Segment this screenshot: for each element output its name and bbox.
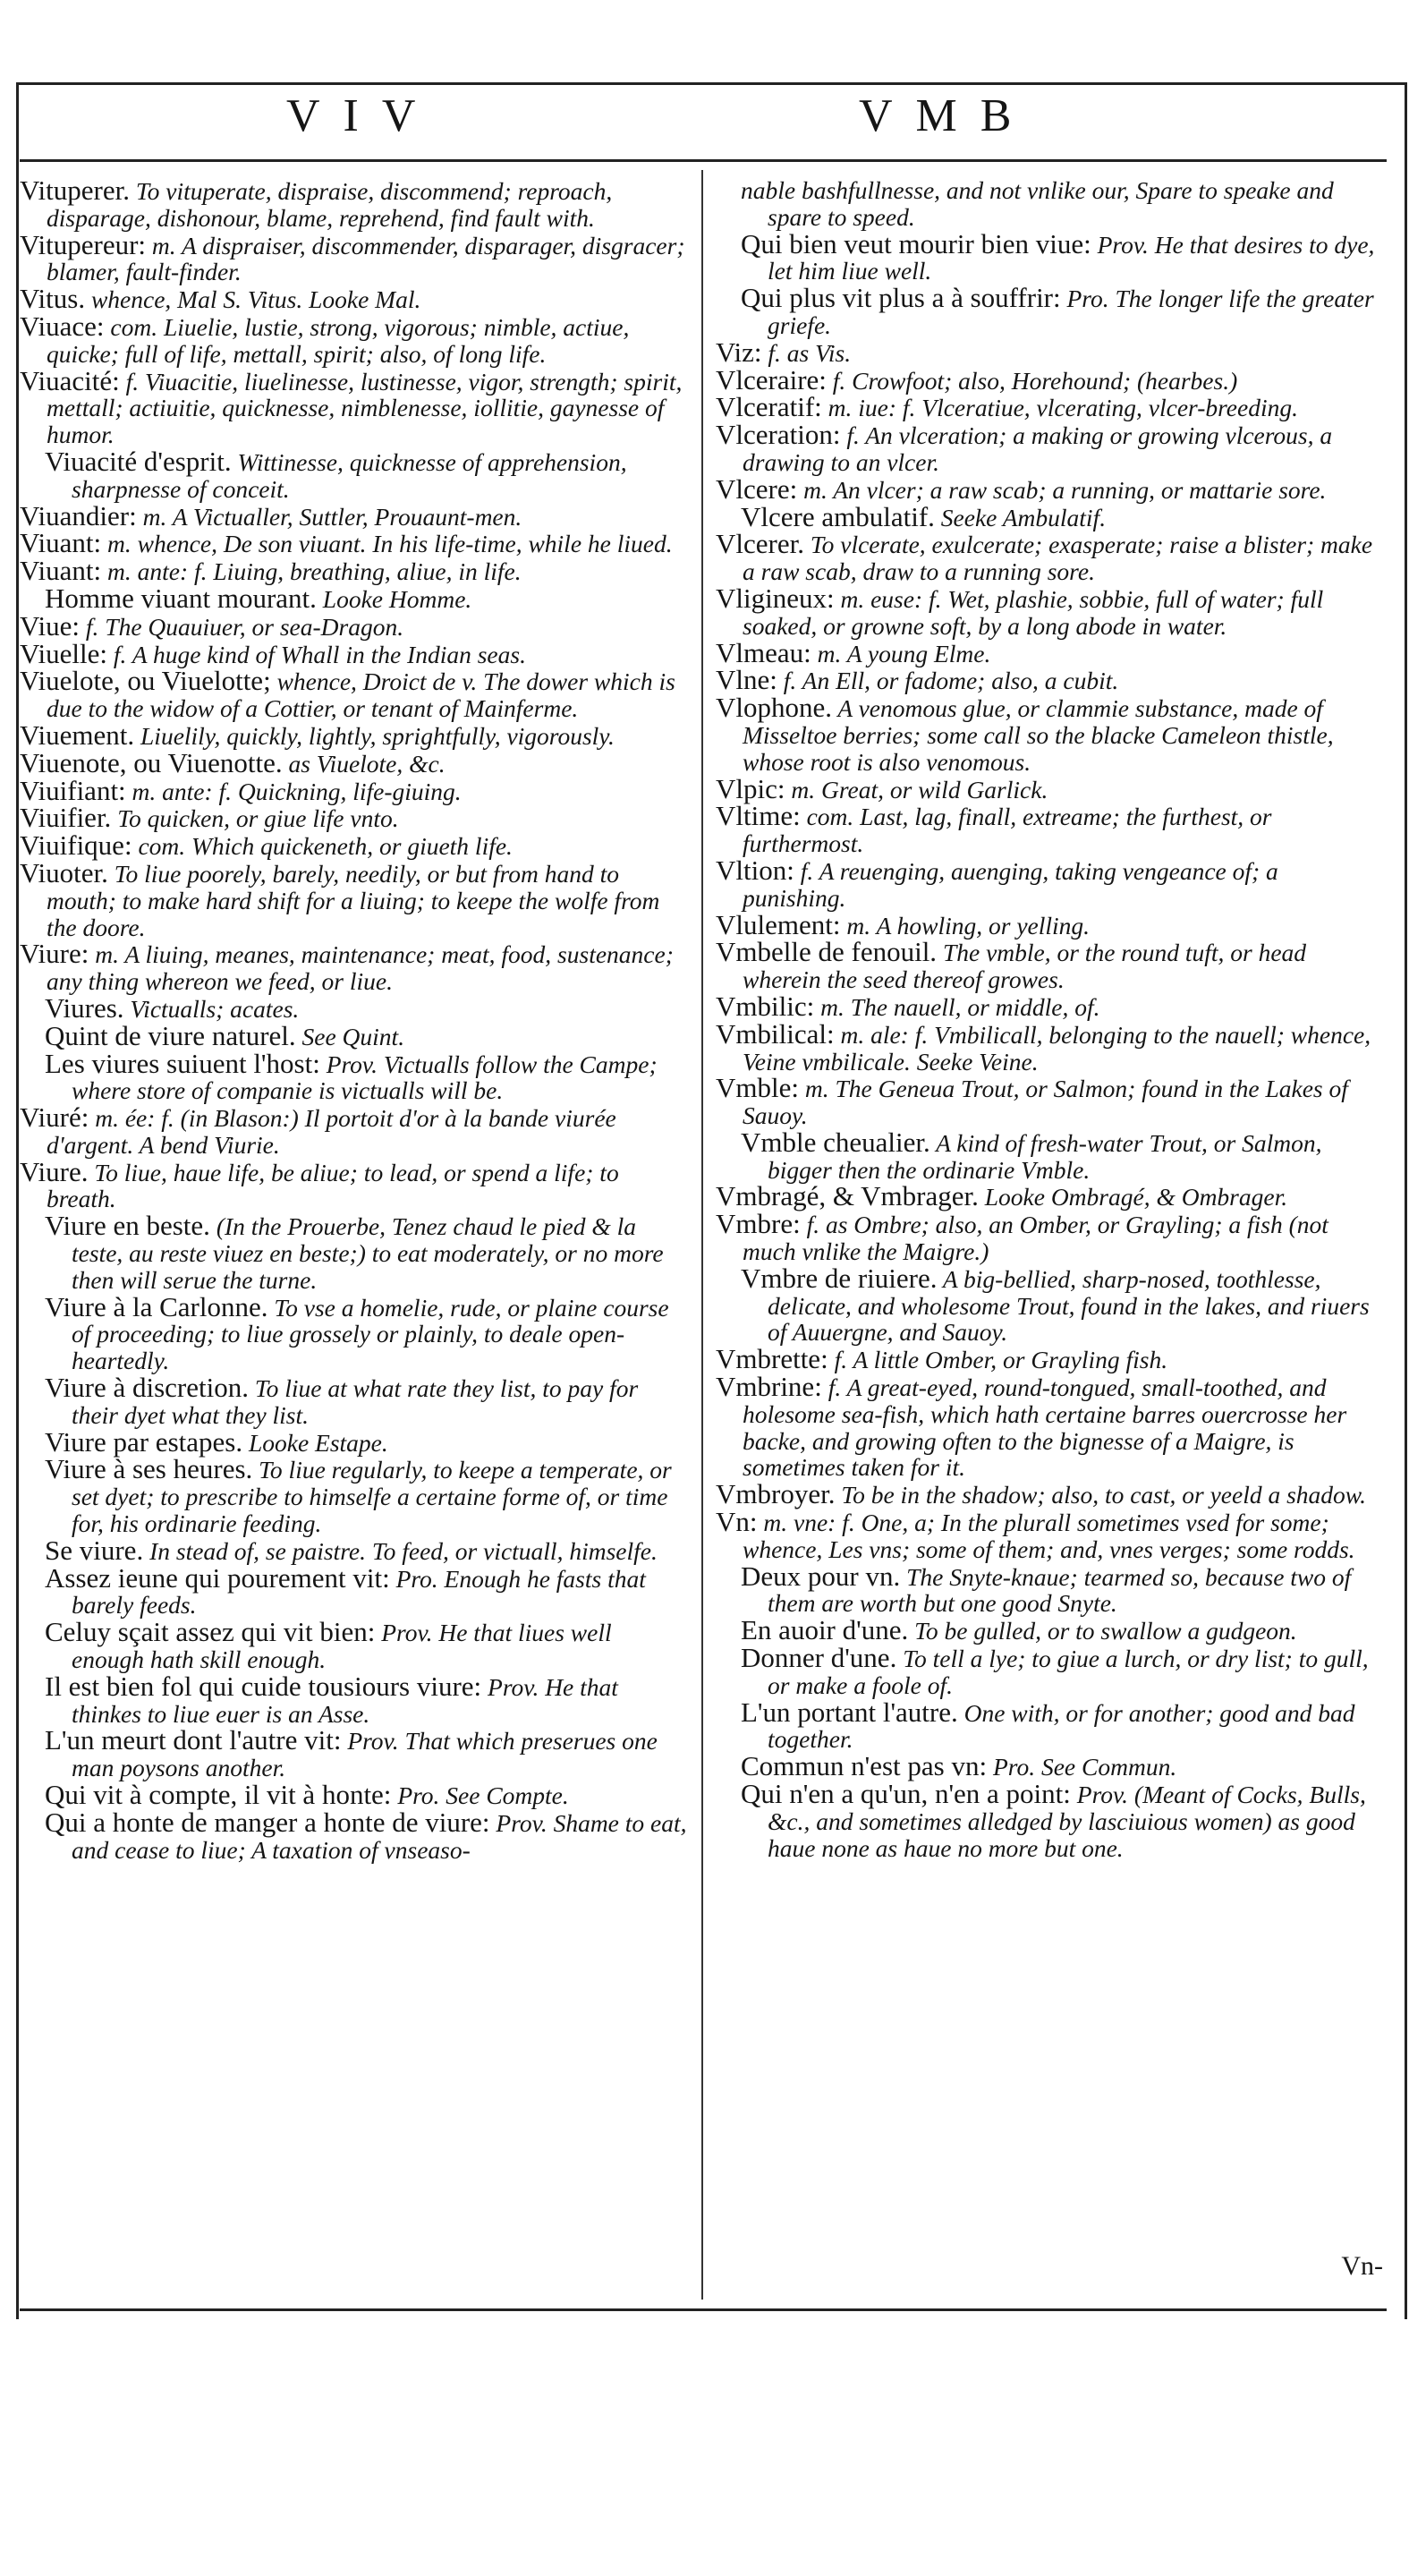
entry-headword: Vlceratif: — [716, 391, 822, 423]
dictionary-entry — [716, 936, 1385, 994]
entry-definition: as Viuelote, &c. — [282, 749, 446, 778]
entry-definition: Pro. Enough he fasts that barely feeds. — [72, 1564, 646, 1620]
entry-headword: Viuant: — [20, 555, 102, 587]
entry-headword: Viures. — [45, 991, 124, 1024]
entry-headword: Viure. — [20, 1155, 89, 1187]
dictionary-entry — [20, 609, 689, 642]
dictionary-entry — [716, 1126, 1385, 1184]
right-column — [716, 177, 1385, 1861]
dictionary-entry — [20, 582, 689, 614]
entry-definition: Looke Homme. — [316, 584, 472, 613]
entry-definition: f. An vlceration; a making or growing vlcerous, a drawing to an vlcer. — [743, 421, 1333, 476]
entry-headword: Vmbelle de fenouil. — [716, 936, 938, 968]
dictionary-entry — [20, 1155, 689, 1213]
entry-headword: Vlcere: — [716, 472, 798, 505]
entry-headword: Vlulement: — [716, 908, 841, 940]
catchword: Vn- — [1341, 2251, 1383, 2281]
entry-definition: To liue regularly, to keepe a temperate, or set dyet; to prescribe to himselfe a certaine forme of, or time for, his ordinarie feeding. — [72, 1456, 672, 1538]
entry-definition: Prov. (Meant of Cocks, Bulls, &c., and sometimes alledged by lasciuious women) as good haue none as haue no more but one. — [768, 1781, 1366, 1862]
dictionary-entry — [20, 174, 689, 232]
dictionary-entry — [20, 1290, 689, 1375]
entry-headword: En auoir d'une. — [741, 1614, 909, 1646]
entry-definition: Looke Ombragé, & Ombrager. — [978, 1183, 1288, 1211]
entry-definition: whence, Mal S. Vitus. Looke Mal. — [85, 285, 421, 314]
dictionary-entry — [716, 227, 1385, 285]
dictionary-entry — [716, 1778, 1385, 1862]
dictionary-entry — [716, 664, 1385, 696]
entry-headword: Vmbre: — [716, 1208, 801, 1240]
entry-headword: Les viures suiuent l'host: — [45, 1047, 320, 1079]
entry-definition: m. ante: f. Liuing, breathing, aliue, in life. — [101, 557, 522, 586]
column-divider — [701, 170, 703, 2300]
dictionary-entry — [716, 1017, 1385, 1075]
dictionary-entry — [20, 1806, 689, 1864]
entry-definition: m. whence, De son viuant. In his life-time, while he liued. — [101, 530, 673, 558]
entry-definition: To quicken, or giue life vnto. — [111, 804, 399, 833]
entry-definition: Liuelily, quickly, lightly, sprightfully, vigorously. — [134, 721, 615, 750]
entry-headword: Qui a honte de manger a honte de viure: — [45, 1806, 490, 1838]
entry-definition: f. A huge kind of Whall in the Indian seas. — [107, 640, 526, 668]
entry-definition: A venomous glue, or clammie substance, made of Misseltoe berries; some call so the blacke Cameleon thistle, whose root is also venomous. — [743, 694, 1334, 776]
entry-definition: Pro. See Commun. — [987, 1753, 1177, 1781]
dictionary-entry — [20, 1047, 689, 1105]
dictionary-entry — [20, 527, 689, 559]
entry-definition: In stead of, se paistre. To feed, or victuall, himselfe. — [143, 1536, 658, 1565]
entry-definition: m. The Geneua Trout, or Salmon; found in the Lakes of Sauoy. — [743, 1075, 1348, 1130]
dictionary-entry — [716, 694, 1385, 775]
entry-definition: m. A dispraiser, discommender, disparager, disgracer; blamer, fault-finder. — [47, 231, 685, 286]
entry-headword: Vitus. — [20, 283, 86, 315]
entry-definition: f. as Ombre; also, an Omber, or Grayling; a fish (not much vnlike the Maigre.) — [743, 1211, 1328, 1266]
dictionary-entry — [716, 1614, 1385, 1646]
dictionary-entry — [20, 1670, 689, 1728]
entry-definition: A kind of fresh-water Trout, or Salmon, bigger then the ordinarie Vmble. — [768, 1128, 1322, 1184]
entry-headword: Vlne: — [716, 664, 777, 696]
entry-headword: Se viure. — [45, 1534, 144, 1566]
entry-definition: m. A Victualler, Suttler, Prouaunt-men. — [136, 502, 522, 531]
dictionary-entry — [20, 1534, 689, 1566]
entry-headword: Vn: — [716, 1506, 758, 1538]
entry-headword: Vlmeau: — [716, 636, 811, 668]
entry-definition: The Snyte-knaue; tearmed so, because two of them are worth but one good Snyte. — [768, 1562, 1352, 1618]
entry-headword: Viure à la Carlonne. — [45, 1290, 268, 1322]
entry-definition: To liue poorely, barely, needily, or but from hand to mouth; to make hard shift for a liuing; to keepe the wolfe from the doore. — [47, 859, 660, 941]
dictionary-entry — [20, 1425, 689, 1458]
entry-headword: Vmble: — [716, 1072, 799, 1104]
dictionary-entry — [20, 718, 689, 751]
entry-headword: Viure par estapes. — [45, 1425, 243, 1458]
entry-definition: com. Which quickeneth, or giueth life. — [132, 832, 513, 861]
entry-definition: See Quint. — [295, 1022, 405, 1050]
entry-definition: f. Viuacitie, liuelinesse, lustinesse, vigor, strength; spirit, mettall; actiuitie, quicknesse, nimblenesse, iollitie, gaynesse of humor. — [47, 367, 683, 449]
entry-definition: f. The Quauiuer, or sea-Dragon. — [80, 612, 404, 641]
entry-definition: Pro. See Compte. — [391, 1781, 569, 1810]
entry-headword: Vmbre de riuiere. — [741, 1262, 938, 1294]
entry-definition: f. A great-eyed, round-tongued, small-toothed, and holesome sea-fish, which hath certaine barres ouercrosse her backe, and growing often to the bignesse of a Maigre, is sometimes taken for it. — [743, 1373, 1347, 1482]
dictionary-entry — [716, 1750, 1385, 1782]
entry-definition: Looke Estape. — [242, 1428, 388, 1457]
entry-definition: Pro. The longer life the greater griefe. — [768, 285, 1374, 339]
dictionary-entry — [716, 1343, 1385, 1375]
dictionary-entry — [20, 940, 689, 995]
dictionary-entry — [716, 1642, 1385, 1699]
entry-headword: Vitupereur: — [20, 228, 147, 260]
entry-headword: Viuelle: — [20, 637, 107, 669]
entry-headword: Qui vit à compte, il vit à honte: — [45, 1779, 392, 1811]
entry-definition: nable bashfullnesse, and not vnlike our, Spare to speake and spare to speed. — [741, 176, 1334, 231]
entry-headword: Il est bien fol qui cuide tousiours viure: — [45, 1670, 482, 1702]
entry-definition: m. ée: f. (in Blason:) Il portoit d'or à la bande viurée d'argent. A bend Viurie. — [47, 1104, 616, 1159]
dictionary-entry — [20, 856, 689, 941]
dictionary-entry — [716, 421, 1385, 476]
entry-headword: Viure à ses heures. — [45, 1453, 253, 1485]
entry-definition: Prov. Shame to eat, and cease to liue; A taxation of vnseaso- — [72, 1808, 687, 1864]
dictionary-entry — [20, 991, 689, 1024]
entry-headword: Viuifier. — [20, 802, 112, 834]
entry-definition: m. A liuing, meanes, maintenance; meat, food, sustenance; any thing whereon we feed, or liue. — [47, 940, 674, 996]
entry-definition: Prov. That which preserues one man poysons another. — [72, 1727, 658, 1782]
dictionary-entry — [716, 908, 1385, 940]
entry-definition: Victualls; acates. — [123, 994, 300, 1023]
entry-headword: Viuandier: — [20, 499, 137, 531]
dictionary-entry — [20, 499, 689, 531]
entry-headword: Viuenote, ou Viuenotte. — [20, 746, 283, 778]
entry-definition: One with, or for another; good and bad together. — [768, 1698, 1355, 1754]
dictionary-entry — [716, 636, 1385, 668]
entry-headword: Vlophone. — [716, 692, 833, 724]
dictionary-entry — [20, 746, 689, 778]
dictionary-entry — [20, 1374, 689, 1429]
entry-definition: m. iue: f. Vlceratiue, vlcerating, vlcer-breeding. — [821, 394, 1298, 422]
entry-headword: L'un portant l'autre. — [741, 1696, 958, 1728]
entry-headword: L'un meurt dont l'autre vit: — [45, 1724, 342, 1756]
entry-definition: f. as Vis. — [761, 338, 852, 367]
entry-definition: To be in the shadow; also, to cast, or yeeld a shadow. — [835, 1481, 1366, 1509]
page-frame-left — [16, 82, 19, 2319]
dictionary-entry — [20, 557, 689, 585]
dictionary-entry — [20, 445, 689, 503]
entry-headword: Viuacité: — [20, 364, 120, 396]
entry-headword: Vmbilical: — [716, 1017, 835, 1050]
dictionary-entry — [716, 1180, 1385, 1212]
entry-headword: Qui n'en a qu'un, n'en a point: — [741, 1778, 1071, 1810]
entry-definition: The vmble, or the round tuft, or head wherein the seed thereof growes. — [743, 939, 1307, 994]
entry-definition: com. Last, lag, finall, extreame; the furthest, or furthermost. — [743, 803, 1272, 858]
entry-definition: f. Crowfoot; also, Horehound; (hearbes.) — [826, 366, 1238, 395]
entry-headword: Viue: — [20, 609, 81, 642]
dictionary-entry — [716, 1506, 1385, 1563]
dictionary-entry — [20, 1101, 689, 1159]
dictionary-entry — [20, 310, 689, 368]
entry-headword: Viuifique: — [20, 829, 132, 862]
entry-headword: Qui bien veut mourir bien viue: — [741, 227, 1091, 259]
entry-definition: f. A little Omber, or Grayling fish. — [828, 1346, 1168, 1374]
dictionary-entry — [20, 1561, 689, 1620]
entry-definition: To tell a lye; to giue a lurch, or dry list; to gull, or make a foole of. — [768, 1645, 1369, 1699]
dictionary-entry — [716, 1373, 1385, 1481]
dictionary-entry — [716, 1560, 1385, 1618]
header-rule — [20, 159, 1387, 162]
entry-headword: Qui plus vit plus a à souffrir: — [741, 282, 1061, 314]
entry-headword: Viuré: — [20, 1101, 89, 1134]
entry-headword: Viuacité d'esprit. — [45, 445, 232, 477]
entry-headword: Vlcere ambulatif. — [741, 500, 935, 532]
entry-definition: m. euse: f. Wet, plashie, sobbie, full of water; full soaked, or growne soft, by a long abode in water. — [743, 584, 1324, 640]
dictionary-entry — [716, 282, 1385, 339]
dictionary-entry — [20, 1781, 689, 1809]
entry-definition: m. Great, or wild Garlick. — [785, 775, 1048, 803]
entry-definition: To liue at what rate they list, to pay for their dyet what they list. — [72, 1374, 639, 1429]
dictionary-entry — [716, 363, 1385, 395]
entry-definition: m. ante: f. Quickning, life-giuing. — [125, 777, 462, 805]
entry-definition: m. The nauell, or middle, of. — [814, 992, 1100, 1021]
running-head-right: VMB — [859, 90, 1035, 141]
dictionary-entry — [20, 829, 689, 862]
entry-headword: Celuy sçait assez qui vit bien: — [45, 1616, 376, 1648]
dictionary-entry — [20, 1724, 689, 1782]
entry-headword: Viuant: — [20, 527, 102, 559]
entry-headword: Vmbilic: — [716, 990, 815, 1022]
entry-headword: Vmbroyer. — [716, 1478, 836, 1510]
entry-headword: Viuelote, ou Viuelotte; — [20, 665, 271, 697]
running-head-left: VIV — [286, 90, 439, 141]
dictionary-entry — [716, 1478, 1385, 1510]
entry-definition: m. A young Elme. — [811, 639, 991, 667]
entry-definition: f. An Ell, or fadome; also, a cubit. — [777, 667, 1119, 695]
entry-headword: Viuoter. — [20, 856, 108, 888]
entry-definition: To liue, haue life, be aliue; to lead, or spend a life; to breath. — [47, 1158, 619, 1213]
entry-definition: To vlcerate, exulcerate; exasperate; raise a blister; make a raw scab, draw to a running sore. — [743, 531, 1373, 586]
dictionary-entry — [716, 500, 1385, 532]
entry-headword: Assez ieune qui pourement vit: — [45, 1561, 390, 1594]
dictionary-entry — [20, 1212, 689, 1293]
dictionary-entry — [716, 1072, 1385, 1130]
entry-headword: Vmbrine: — [716, 1371, 822, 1403]
dictionary-entry — [20, 285, 689, 313]
entry-headword: Vlpic: — [716, 772, 785, 804]
left-column — [20, 174, 689, 1864]
entry-definition: Prov. He that thinkes to liue euer is an Asse. — [72, 1672, 618, 1728]
entry-headword: Commun n'est pas vn: — [741, 1750, 988, 1782]
dictionary-entry — [716, 1208, 1385, 1266]
footer-rule — [20, 2308, 1387, 2311]
entry-headword: Vlcerer. — [716, 528, 804, 560]
entry-definition: m. An vlcer; a raw scab; a running, or mattarie sore. — [797, 475, 1327, 504]
entry-definition: Wittinesse, quicknesse of apprehension, sharpnesse of conceit. — [72, 447, 627, 503]
entry-definition: To be gulled, or to swallow a gudgeon. — [908, 1617, 1297, 1645]
entry-headword: Vltime: — [716, 800, 801, 832]
page-frame-right — [1405, 82, 1407, 2319]
entry-definition: To vituperate, dispraise, discommend; reproach, disparage, dishonour, blame, reprehend, find fault with. — [47, 177, 613, 232]
entry-headword: Viure à discretion. — [45, 1372, 249, 1404]
entry-headword: Vituperer. — [20, 174, 130, 206]
entry-headword: Viure en beste. — [45, 1210, 210, 1242]
dictionary-entry — [20, 637, 689, 669]
entry-definition: A big-bellied, sharp-nosed, toothlesse, delicate, and wholesome Trout, found in the lakes, and riuers of Auuergne, and Sauoy. — [768, 1264, 1370, 1347]
entry-definition: whence, Droict de v. The dower which is due to the widow of a Cottier, or tenant of Mainferme. — [47, 667, 675, 723]
dictionary-entry — [716, 1696, 1385, 1754]
dictionary-entry — [716, 472, 1385, 505]
entry-headword: Quint de viure naturel. — [45, 1019, 296, 1051]
page-frame-top — [16, 82, 1407, 85]
entry-headword: Viuace: — [20, 310, 105, 342]
entry-definition: To vse a homelie, rude, or plaine course of proceeding; to liue grossely or plainly, to deale open-heartedly. — [72, 1293, 669, 1375]
dictionary-entry — [716, 772, 1385, 804]
entry-definition: m. vne: f. One, a; In the plurall sometimes vsed for some; whence, Les vns; some of them; and, vnes verges; some rodds. — [743, 1509, 1355, 1563]
dictionary-entry — [20, 667, 689, 722]
dictionary-entry — [716, 177, 1385, 231]
entry-definition: Prov. Victualls follow the Campe; where store of companie is victualls will be. — [72, 1050, 658, 1105]
entry-headword: Vlceration: — [716, 419, 841, 451]
entry-headword: Deux pour vn. — [741, 1560, 901, 1592]
dictionary-entry — [716, 582, 1385, 640]
dictionary-entry — [716, 336, 1385, 368]
dictionary-entry — [716, 854, 1385, 912]
entry-headword: Vlceraire: — [716, 363, 827, 395]
dictionary-entry — [716, 990, 1385, 1022]
dictionary-entry — [716, 391, 1385, 423]
entry-headword: Viz: — [716, 336, 762, 368]
dictionary-entry — [20, 364, 689, 449]
entry-headword: Viure: — [20, 938, 89, 970]
entry-headword: Donner d'une. — [741, 1642, 897, 1674]
dictionary-entry — [716, 1262, 1385, 1347]
entry-headword: Vmbragé, & Vmbrager. — [716, 1180, 979, 1212]
dictionary-entry — [20, 804, 689, 832]
entry-definition: com. Liuelie, lustie, strong, vigorous; nimble, actiue, quicke; full of life, mettall, spirit; also, of long life. — [47, 312, 630, 368]
entry-definition: Seeke Ambulatif. — [934, 503, 1107, 531]
entry-headword: Vltion: — [716, 854, 794, 886]
entry-headword: Homme viuant mourant. — [45, 582, 317, 614]
dictionary-entry — [20, 774, 689, 806]
entry-headword: Viuement. — [20, 718, 135, 751]
entry-definition: f. A reuenging, auenging, taking vengeance of; a punishing. — [743, 856, 1278, 912]
dictionary-entry — [20, 228, 689, 286]
entry-definition: Prov. He that liues well enough hath skill enough. — [72, 1619, 612, 1674]
dictionary-entry — [716, 800, 1385, 858]
entry-definition: m. ale: f. Vmbilicall, belonging to the nauell; whence, Veine vmbilicale. Seeke Veine. — [743, 1020, 1371, 1075]
entry-headword: Vligineux: — [716, 582, 835, 614]
entry-headword: Vmbrette: — [716, 1343, 828, 1375]
dictionary-entry — [20, 1019, 689, 1051]
entry-definition: m. A howling, or yelling. — [840, 911, 1091, 939]
entry-headword: Vmble cheualier. — [741, 1126, 930, 1158]
dictionary-entry — [716, 528, 1385, 586]
dictionary-entry — [20, 1453, 689, 1538]
entry-definition: (In the Prouerbe, Tenez chaud le pied & la teste, au reste viuez en beste;) to eat moderately, or no more then will serue the turne. — [72, 1212, 664, 1294]
dictionary-entry — [20, 1616, 689, 1674]
entry-definition: Prov. He that desires to dye, let him liue well. — [768, 230, 1375, 285]
entry-headword: Viuifiant: — [20, 774, 126, 806]
